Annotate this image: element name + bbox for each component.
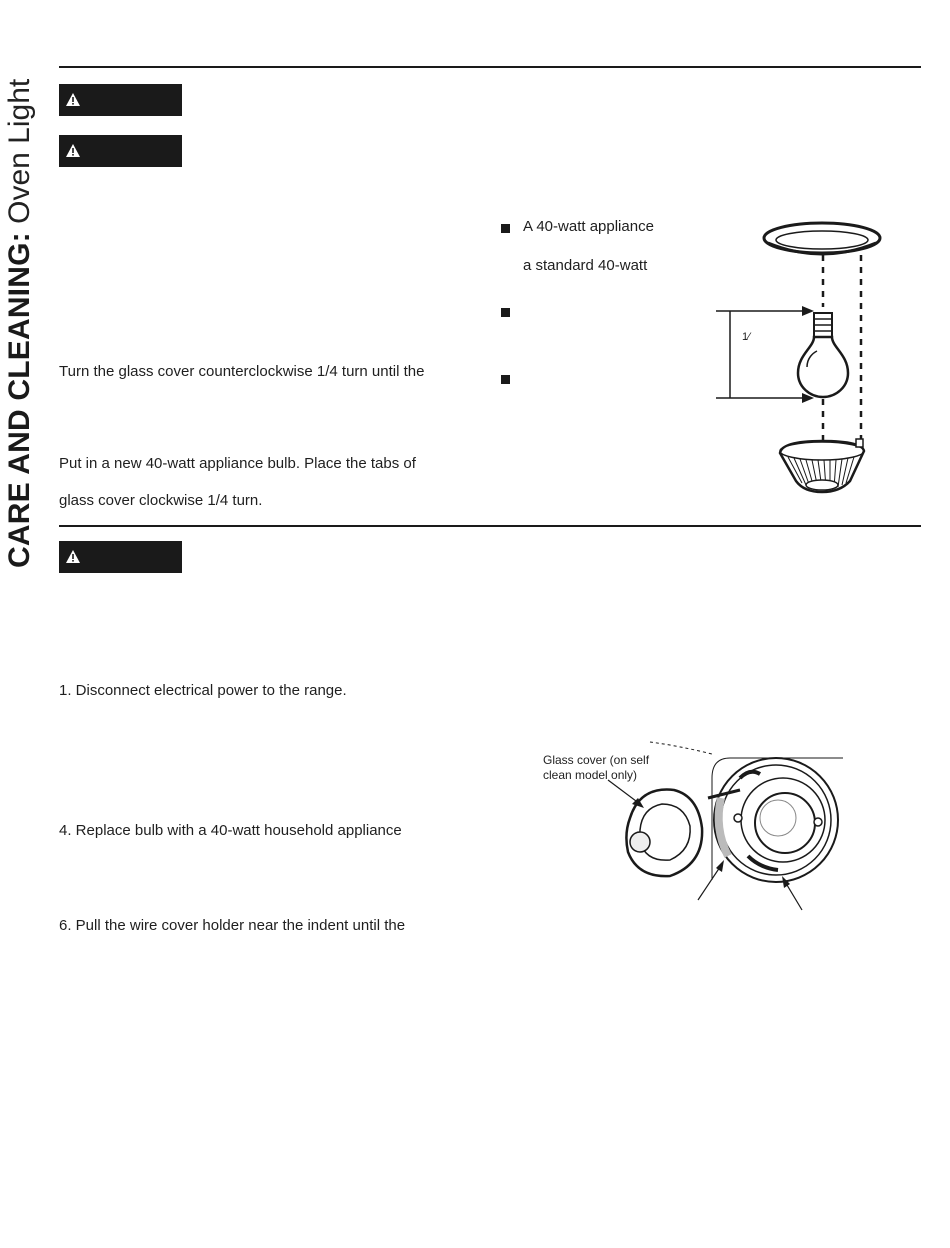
oven-light-fixture-diagram [600,738,850,916]
light-bulb [755,793,815,853]
top-divider [59,66,921,68]
bulb-size-label: 1⁄ [742,331,750,343]
bullet-marker [501,224,510,233]
step-text: 1. Disconnect electrical power to the range. [59,682,347,699]
warning-triangle-icon [66,550,80,563]
bullet-marker [501,375,510,384]
figure-caption-line: Glass cover (on self [543,753,650,767]
bullet-text: a standard 40-watt [523,257,648,274]
warning-badge-3 [59,541,182,573]
step-text: glass cover clockwise 1/4 turn. [59,492,263,509]
warning-badge-2 [59,135,182,167]
section-title [0,0,44,580]
middle-divider [59,525,921,527]
figure-caption-line: clean model only) [543,768,638,782]
section-title-bold: CARE AND CLEANING: [3,232,36,568]
step-text: 4. Replace bulb with a 40-watt household appliance [59,822,402,839]
step-text: 6. Pull the wire cover holder near the indent until the [59,917,406,934]
step-text: Put in a new 40-watt appliance bulb. Place the tabs of [59,455,416,472]
step-text: Turn the glass cover counterclockwise 1/4 turn until the [59,363,425,380]
bullet-text: A 40-watt appliance [523,218,654,235]
section-title-light: Oven Light [3,78,36,233]
warning-triangle-icon [66,144,80,157]
warning-triangle-icon [66,93,80,106]
bullet-marker [501,308,510,317]
bulb-assembly-diagram [710,215,905,500]
warning-badge-1 [59,84,182,116]
light-bulb [798,337,848,397]
